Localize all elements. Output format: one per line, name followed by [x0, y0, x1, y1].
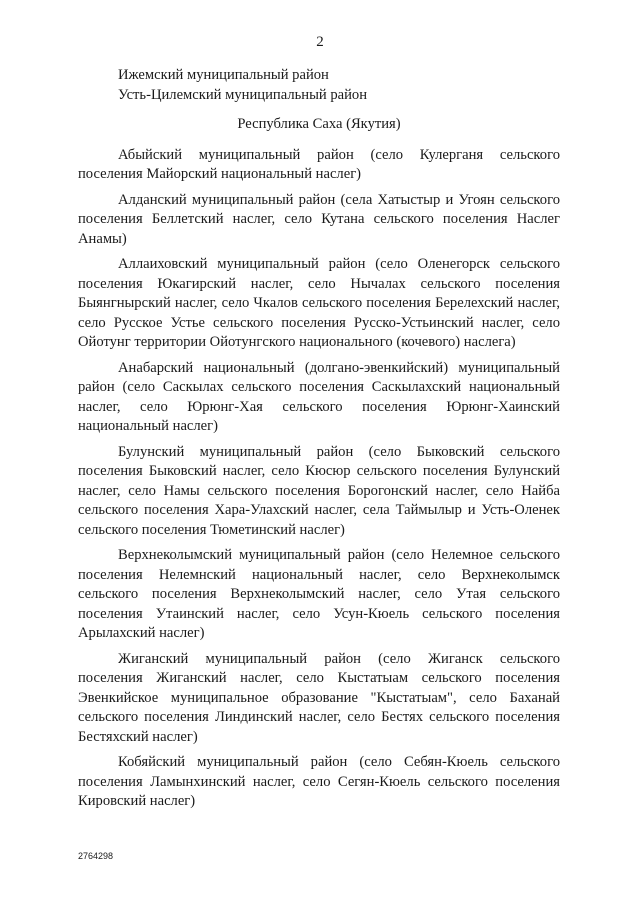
region-title: Республика Саха (Якутия) [237, 116, 401, 132]
district-paragraph: Жиганский муниципальный район (село Жиганск сельского поселения Жиганский наслег, село Кыстатыам сельского поселения Эвенкийское муниципальное образование "Кыстатыам", село Баханай сельского поселения Линдинский наслег, село Бестях сельского поселения Бестяхский наслег) [78, 650, 560, 745]
district-paragraph: Аллаиховский муниципальный район (село Оленегорск сельского поселения Юкагирский наслег, село Нычалах сельского поселения Быянгнырский наслег, село Чкалов сельского поселения Берелехский наслег, село Русское Устье сельского поселения Русско-Устьинский наслег, село Ойотунг территории Ойотунгского национального (кочевого) наслега) [78, 256, 560, 350]
document-body [78, 66, 560, 818]
district-line: Усть-Цилемский муниципальный район [118, 86, 368, 103]
district-paragraph: Абыйский муниципальный район (село Кулерганя сельского поселения Майорский национальный наслег) [78, 146, 560, 182]
district-paragraph: Булунский муниципальный район (село Быковский сельского поселения Быковский наслег, село Кюсюр сельского поселения Булунский наслег, село Намы сельского поселения Борогонский наслег, село Найба сельского поселения Хара-Улахский наслег, села Таймылыр и Усть-Оленек сельского поселения Тюметинский наслег) [78, 443, 560, 538]
district-paragraph: Алданский муниципальный район (села Хатыстыр и Угоян сельского поселения Беллетский наслег, село Кутана сельского поселения Наслег Анамы) [78, 191, 560, 247]
district-paragraph: Кобяйский муниципальный район (село Себян-Кюель сельского поселения Ламынхинский наслег, село Сегян-Кюель сельского поселения Кировский наслег) [78, 754, 560, 809]
document-id: 2764298 [78, 851, 114, 861]
district-line: Ижемский муниципальный район [118, 67, 329, 83]
district-paragraph: Верхнеколымский муниципальный район (село Нелемное сельского поселения Нелемнский национальный наслег, село Верхнеколымск сельского поселения Верхнеколымский наслег, село Утая сельского поселения Утаинский наслег, село Усун-Кюель сельского поселения Арылахский наслег) [78, 547, 560, 641]
page-number: 2 [316, 34, 324, 50]
district-paragraph: Анабарский национальный (долгано-эвенкийский) муниципальный район (село Саскылах сельского поселения Саскылахский национальный наслег, село Юрюнг-Хая сельского поселения Юрюнг-Хаинский национальный наслег) [78, 359, 560, 434]
